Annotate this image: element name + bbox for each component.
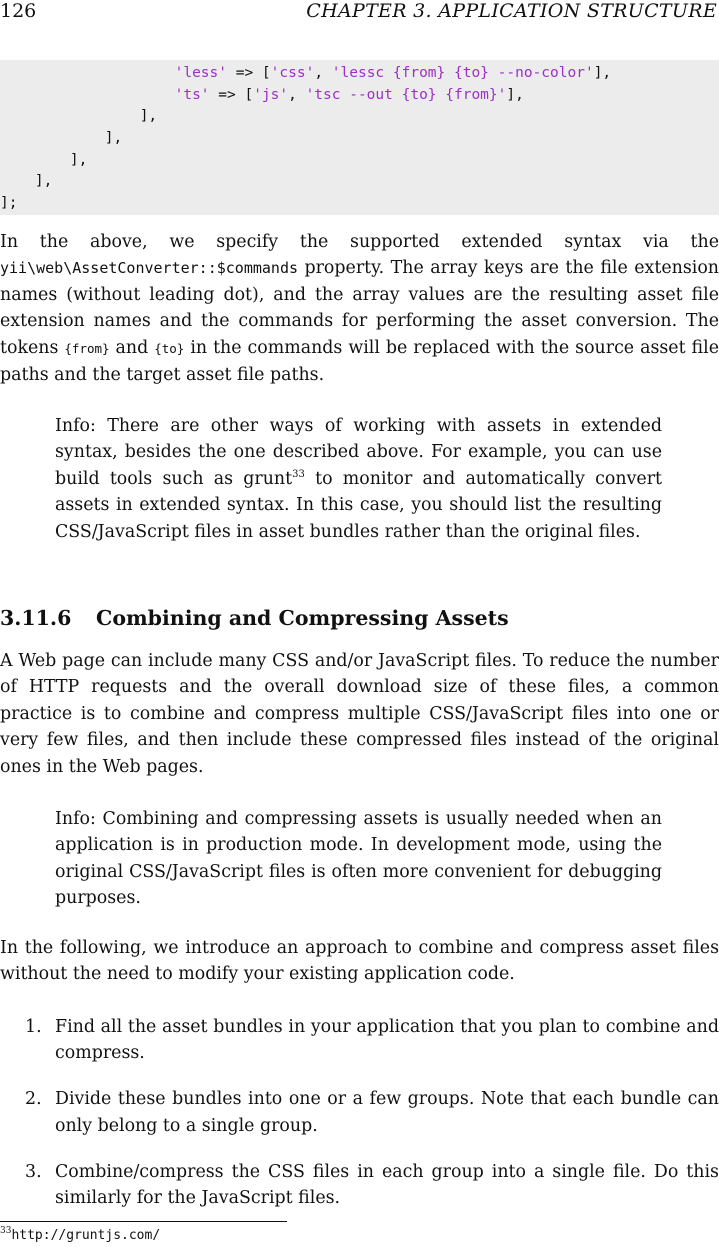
section-number: 3.11.6 (0, 606, 72, 630)
steps-list (0, 1014, 719, 1231)
code-token: ], (69, 151, 88, 168)
inline-code-to-token: {to} (154, 340, 185, 356)
list-item (0, 1014, 719, 1067)
code-token: , (314, 65, 332, 81)
info-note-production-mode: Info: Combining and compressing assets is usually needed when an application is in production mode. In development mode, using the original CSS/JavaScript files is often more convenient for debugging purposes. (55, 809, 662, 909)
paragraph-text: and (109, 337, 155, 358)
footnote-link[interactable]: http://gruntjs.com/ (11, 1228, 161, 1243)
code-token: ], (34, 173, 53, 190)
list-item (0, 1086, 719, 1139)
paragraph-combining-intro: A Web page can include many CSS and/or JavaScript files. To reduce the number of HTTP requests and the overall download size of these files, a common practice is to combine and compress multiple CSS/JavaScript files into one or very few files, and then include these compressed files instead of the original ones in the Web pages. (0, 651, 719, 777)
footnote-divider (0, 1221, 287, 1222)
footnote-number: 33 (0, 1226, 12, 1236)
code-string: 'less' (174, 65, 227, 81)
code-string: 'tsc --out {to} {from}' (305, 86, 507, 103)
list-item-marker: 3. (25, 1161, 42, 1182)
code-line (0, 150, 719, 172)
paragraph-text: in the commands will be replaced with the source asset file paths and the target asset file paths. (0, 337, 719, 386)
list-item-marker: 2. (25, 1089, 42, 1110)
code-line (0, 128, 719, 150)
paragraph-asset-converter (0, 229, 719, 388)
code-line (0, 171, 719, 193)
info-text: Info: There are other ways of working with assets in extended syntax, besides the one described above. For example, you can use build tools such as grunt (55, 416, 662, 489)
page-number: 126 (0, 0, 37, 22)
code-line (0, 193, 719, 215)
chapter-title: CHAPTER 3. APPLICATION STRUCTURE (306, 0, 717, 22)
paragraph-text: property. The array keys are the file extension names (without leading dot), and the array values are the resulting asset file extension names and the commands for performing the asset conversion. The tokens (0, 258, 719, 358)
list-item-text: Combine/compress the CSS files in each group into a single file. Do this similarly for the JavaScript files. (55, 1161, 719, 1209)
code-line (0, 85, 719, 107)
code-string: 'ts' (174, 86, 210, 103)
paragraph-text: In the above, we specify the supported extended syntax via the (0, 232, 719, 252)
code-token: ], (139, 108, 158, 125)
code-string: 'js' (253, 86, 289, 103)
info-text: to monitor and automatically convert assets in extended syntax. In this case, you should list the resulting CSS/JavaScript files in asset bundles rather than the original files. (55, 468, 662, 542)
list-item (0, 1159, 719, 1212)
code-token: ]; (0, 195, 18, 212)
footnote-reference[interactable]: 33 (292, 468, 305, 480)
code-block (0, 60, 719, 215)
code-line (0, 106, 719, 128)
code-token: ], (104, 130, 123, 147)
code-string: 'css' (270, 65, 315, 81)
list-item-text: Find all the asset bundles in your application that you plan to combine and compress. (55, 1017, 719, 1064)
inline-code-commands-property: yii\web\AssetConverter::$commands (0, 259, 299, 278)
code-line (0, 63, 719, 85)
list-item-marker: 1. (25, 1017, 42, 1037)
code-token: => [ (227, 65, 271, 81)
code-token: ], (593, 65, 612, 81)
running-header (0, 0, 719, 24)
section-title: Combining and Compressing Assets (96, 606, 509, 630)
code-token: => [ (209, 86, 254, 103)
code-token: ], (506, 86, 524, 103)
footnote (0, 1225, 160, 1246)
code-string: 'lessc {from} {to} --no-color' (331, 65, 594, 81)
list-item-text: Divide these bundles into one or a few groups. Note that each bundle can only belong to a single group. (55, 1089, 719, 1136)
info-note-extended-syntax (55, 413, 662, 545)
code-token: , (288, 86, 306, 103)
inline-code-from-token: {from} (64, 340, 110, 356)
paragraph-approach-intro: In the following, we introduce an approach to combine and compress asset files without the need to modify your existing application code. (0, 938, 719, 985)
section-heading (0, 604, 509, 632)
